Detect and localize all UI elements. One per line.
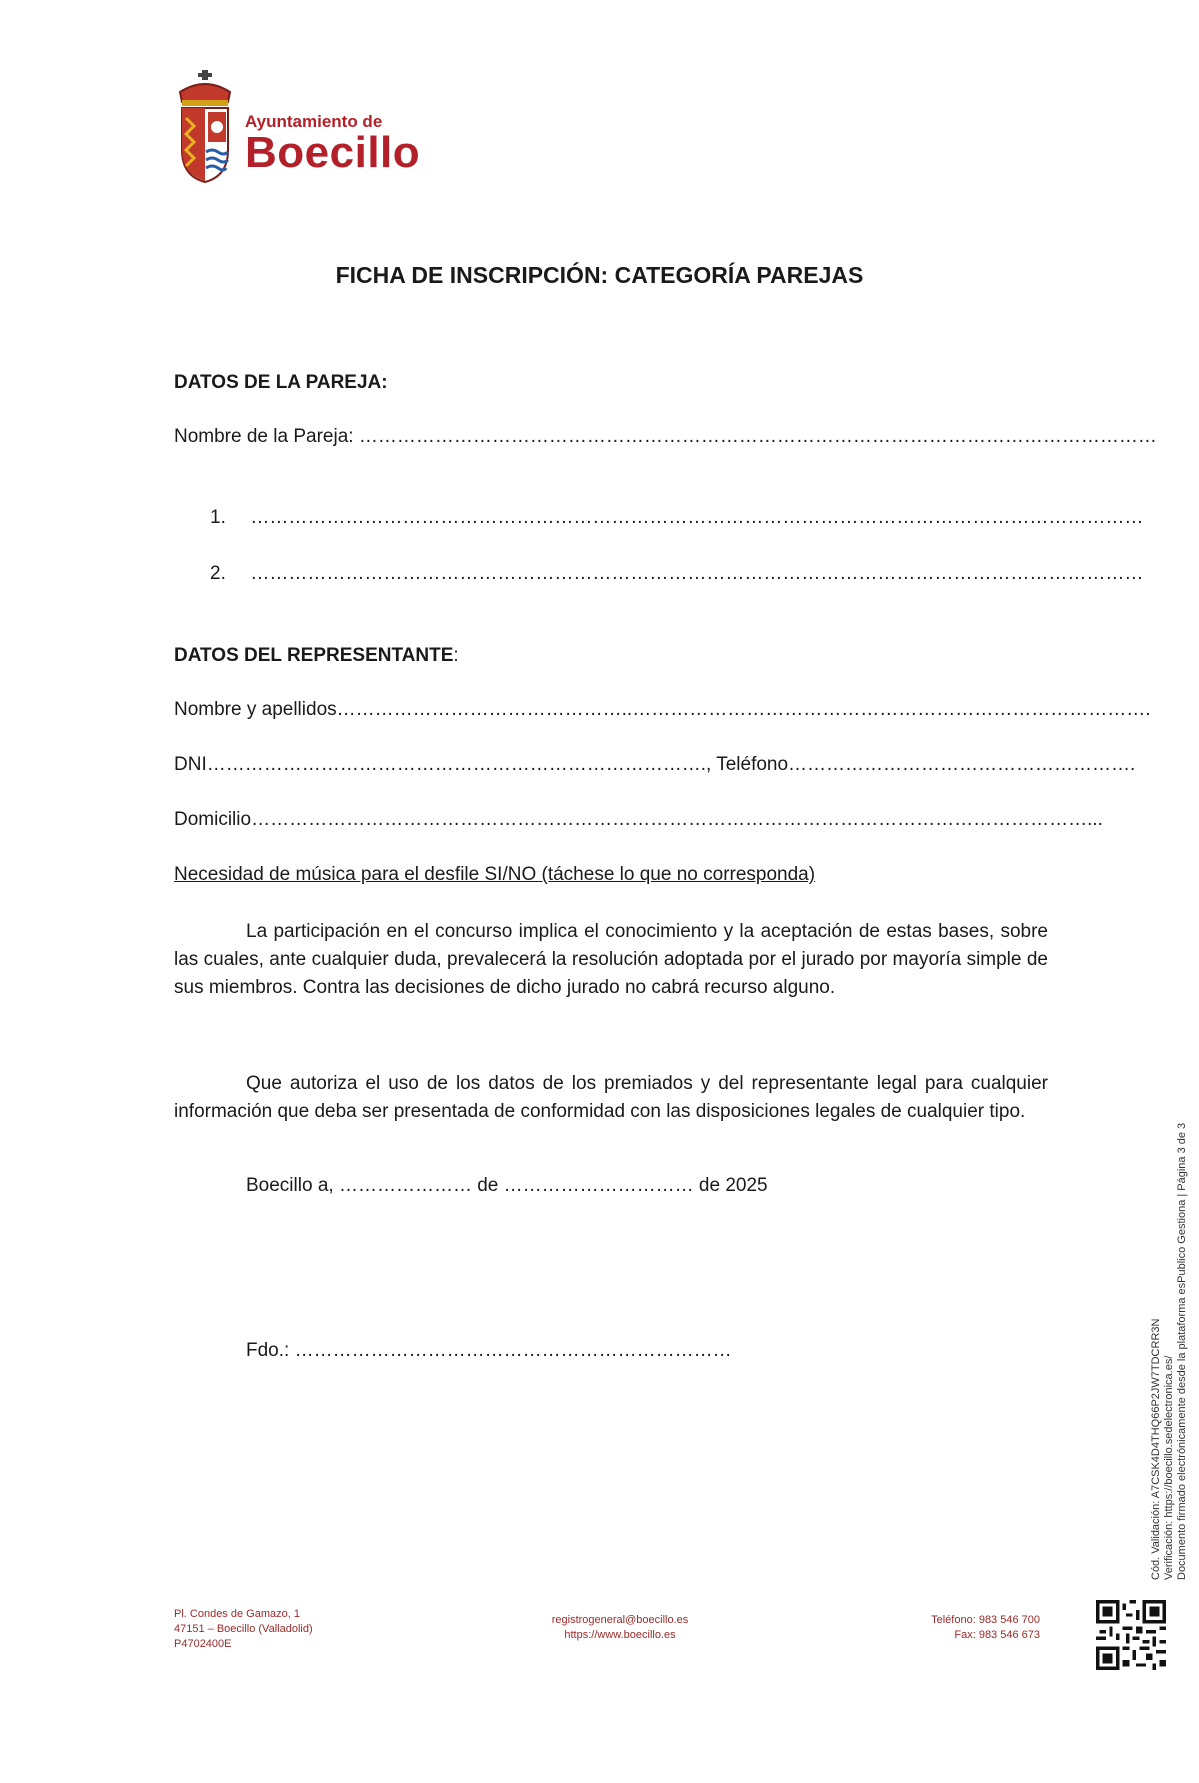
paragraph-terms bbox=[174, 918, 1048, 1002]
footer-email[interactable]: registrogeneral@boecillo.es bbox=[551, 1614, 689, 1626]
footer-address-line-1: Pl. Condes de Gamazo, 1 bbox=[174, 1608, 300, 1620]
representative-heading: DATOS DEL REPRESENTANTE bbox=[174, 645, 454, 666]
qr-code-icon bbox=[1096, 1600, 1166, 1670]
footer-phones bbox=[880, 1613, 1040, 1643]
paragraph-terms-text: La participación en el concurso implica el conocimiento y la aceptación de estas bases, sobre las cuales, ante cualquier duda, prevalecerá la resolución adoptada por el jurado por mayoría simple de sus miembros. Contra las decisiones de dicho jurado no cabrá recurso alguno. bbox=[174, 921, 1048, 998]
pair-name-field: Nombre de la Pareja: ……………………………………………………………………………………………………………… bbox=[174, 426, 1157, 447]
coat-of-arms-logo bbox=[172, 70, 242, 190]
org-name: Boecillo bbox=[245, 128, 421, 177]
member-1-number: 1. bbox=[210, 507, 226, 528]
paragraph-authorization bbox=[174, 1070, 1048, 1126]
validation-side-text bbox=[1150, 1123, 1189, 1580]
member-1-field: …………………………………………………………………………………………………………………………… bbox=[250, 507, 1144, 528]
footer-address-line-3: P4702400E bbox=[174, 1638, 232, 1650]
footer-fax: Fax: 983 546 673 bbox=[954, 1629, 1040, 1641]
representative-name-field: Nombre y apellidos………………………………………..………………………………………………………………………. bbox=[174, 699, 1151, 720]
footer-contact bbox=[520, 1613, 720, 1643]
pair-member-2 bbox=[210, 563, 1143, 585]
representative-address-field: Domicilio……………………………………………………………………………………………………………………... bbox=[174, 809, 1103, 830]
member-2-number: 2. bbox=[210, 563, 226, 584]
pair-heading: DATOS DE LA PAREJA: bbox=[174, 372, 388, 393]
document-title: FICHA DE INSCRIPCIÓN: CATEGORÍA PAREJAS bbox=[335, 262, 864, 288]
date-line: Boecillo a, ………………… de ………………………… de 2025 bbox=[246, 1175, 768, 1196]
music-requirement-line: Necesidad de música para el desfile SI/NO (táchese lo que no corresponda) bbox=[174, 864, 816, 885]
representative-heading-colon: : bbox=[453, 645, 459, 666]
signature-platform-note: Documento firmado electrónicamente desde la plataforma esPublico Gestiona | Página 3 de 3 bbox=[1176, 1122, 1188, 1580]
representative-heading-row bbox=[174, 645, 459, 667]
org-label: Ayuntamiento de bbox=[245, 112, 383, 131]
footer-web[interactable]: https://www.boecillo.es bbox=[564, 1629, 676, 1641]
verification-url: Verificación: https://boecillo.sedelectronica.es/ bbox=[1163, 1355, 1175, 1580]
member-2-field: …………………………………………………………………………………………………………………………… bbox=[250, 563, 1144, 584]
paragraph-authorization-text: Que autoriza el uso de los datos de los premiados y del representante legal para cualquier información que deba ser presentada de conformidad con las disposiciones legales de cualquier tipo. bbox=[174, 1073, 1048, 1122]
footer-phone: Teléfono: 983 546 700 bbox=[931, 1614, 1040, 1626]
pair-member-1 bbox=[210, 507, 1143, 529]
representative-dni-phone-field: DNI……………………………………………………………………., Teléfono………………………………………………. bbox=[174, 754, 1136, 775]
signature-line: Fdo.: …………………………………………………………… bbox=[246, 1340, 732, 1361]
footer-address-line-2: 47151 – Boecillo (Valladolid) bbox=[174, 1623, 313, 1635]
footer-address bbox=[174, 1607, 313, 1652]
validation-code: Cód. Validación: A7CSK4D4THQ66P2JW7TDCRR3N bbox=[1150, 1318, 1162, 1580]
